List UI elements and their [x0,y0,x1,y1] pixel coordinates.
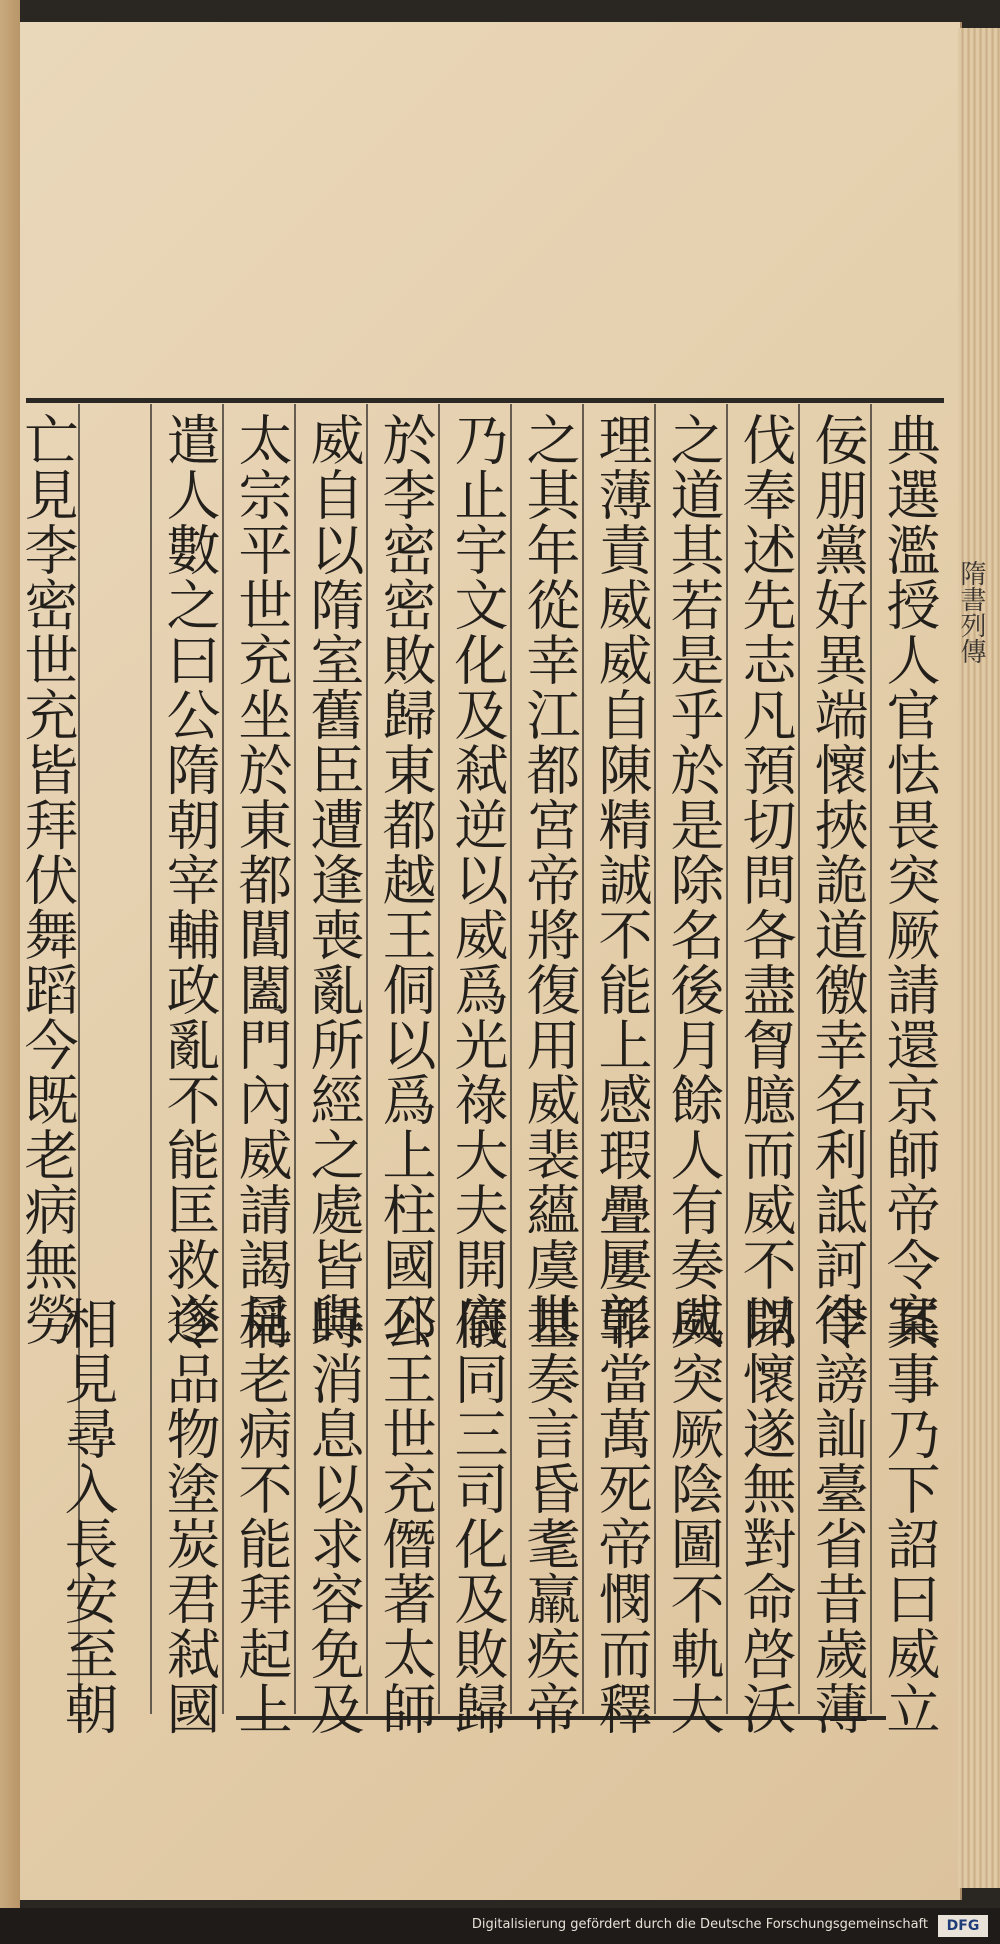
page-stack-edge [958,28,1000,1888]
lower-column-1: 其事乃下詔曰威立 [878,1296,941,1736]
digitization-footer [0,1908,1000,1944]
dfg-logo: DFG [938,1915,988,1937]
lower-column-3: 開懷遂無對命啓沃 [734,1296,797,1736]
text-column-1: 典選濫授人官怯畏突厥請還京師帝令案 [878,412,941,1347]
text-column-10: 太宗平世充坐於東都閶闔門內威請謁見 [230,412,293,1347]
lower-column-8: 公王世充僭著太師 [374,1296,437,1736]
text-column-12: 亡見李密世充皆拜伏舞蹈今既老病無勞 [16,412,79,1347]
lower-column-5: 罪當萬死帝憫而釋 [590,1296,653,1736]
frame-top-rule [26,398,944,403]
lower-column-11: 令品物塗炭君弒國 [158,1296,221,1736]
lower-column-2: 令謗訕臺省昔歲薄 [806,1296,869,1736]
lower-column-4: 與突厥陰圖不軌大 [662,1296,725,1736]
text-column-9: 威自以隋室舊臣遭逢喪亂所經之處皆與 [302,412,365,1347]
text-column-7: 乃止宇文化及弒逆以威爲光祿大夫開府 [446,412,509,1347]
text-column-4: 之道其若是乎於是除名後月餘人有奏威 [662,412,725,1347]
footer-credit: Digitalisierung gefördert durch die Deutsche Forschungsgemeinschaft [471,1917,928,1932]
lower-column-9: 時消息以求容免及 [302,1296,365,1736]
text-column-2: 佞朋黨好異端懷挾詭道徼幸名利詆訶律 [806,412,869,1347]
lower-text-frame [26,1296,944,1736]
text-column-3: 伐奉述先志凡預切問各盡胷臆而威不以 [734,412,797,1347]
text-column-8: 於李密密敗歸東都越王侗以爲上柱國邳 [374,412,437,1347]
fish-tail-margin-title: 隋書列傳 [956,560,986,664]
lower-column-10: 稱老病不能拜起上 [230,1296,293,1736]
lower-column-7: 儀同三司化及敗歸 [446,1296,509,1736]
text-column-5: 理薄責威威自陳精誠不能上感瑕疊屢彰 [590,412,653,1347]
text-column-6: 之其年從幸江都宮帝將復用威裴蘊虞世 [518,412,581,1347]
lower-column-12: 相見尋入長安至朝 [56,1296,119,1736]
text-column-11: 遣人數之曰公隋朝宰輔政亂不能匡救遂 [158,412,221,1347]
lower-column-6: 基奏言昏耄羸疾帝 [518,1296,581,1736]
